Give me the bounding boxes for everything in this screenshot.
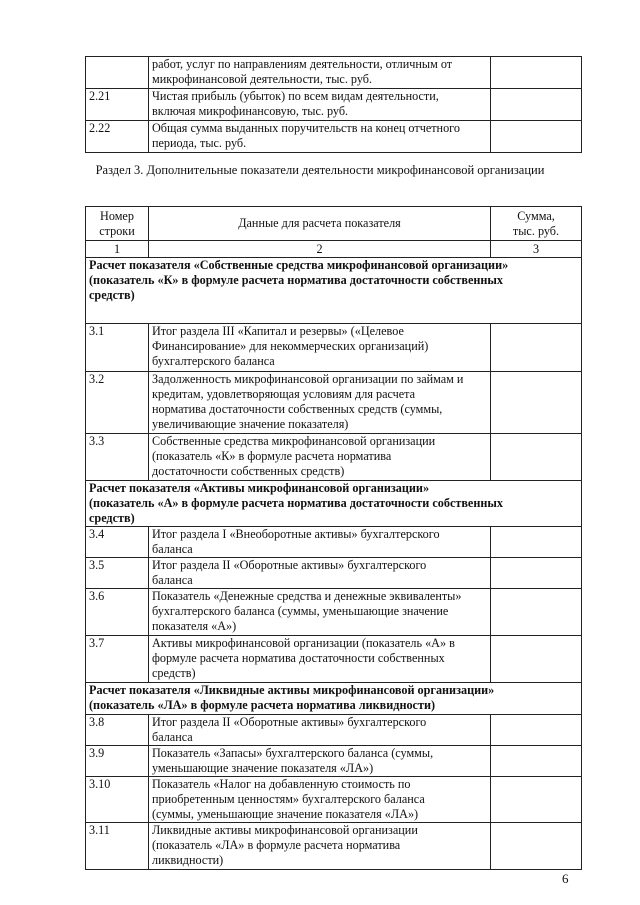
row-value — [491, 777, 582, 823]
table-row — [86, 777, 582, 823]
row-number: 3.11 — [86, 823, 149, 870]
row-value — [491, 558, 582, 589]
row-label: Итог раздела II «Оборотные активы» бухгалтерского баланса — [149, 715, 491, 746]
row-label: Задолженность микрофинансовой организации по займам и кредитам, удовлетворяющая условиям для расчета норматива достаточности собственных средств (суммы, увеличивающие значение показателя) — [149, 372, 491, 434]
table-row — [86, 715, 582, 746]
row-label: Показатель «Денежные средства и денежные эквиваленты» бухгалтерского баланса (суммы, уменьшающие значение показателя «А») — [149, 589, 491, 636]
row-label: Показатель «Налог на добавленную стоимость по приобретенным ценностям» бухгалтерского баланса (суммы, уменьшающие значение показателя «ЛА») — [149, 777, 491, 823]
row-label: работ, услуг по направлениям деятельности, отличным от микрофинансовой деятельности, тыс. руб. — [149, 57, 491, 89]
column-number: 3 — [491, 241, 582, 258]
table-row — [86, 57, 582, 89]
row-value — [491, 527, 582, 558]
row-value — [491, 823, 582, 870]
row-number: 3.5 — [86, 558, 149, 589]
row-label: Итог раздела III «Капитал и резервы» («Целевое Финансирование» для некоммерческих организаций) бухгалтерского баланса — [149, 324, 491, 372]
row-label: Итог раздела I «Внеоборотные активы» бухгалтерского баланса — [149, 527, 491, 558]
row-number: 3.4 — [86, 527, 149, 558]
row-value — [491, 589, 582, 636]
table-row — [86, 746, 582, 777]
section-title: Раздел 3. Дополнительные показатели деятельности микрофинансовой организации — [95, 163, 545, 177]
row-value — [491, 434, 582, 481]
column-number: 1 — [86, 241, 149, 258]
header-col-data: Данные для расчета показателя — [149, 207, 491, 241]
row-number: 3.3 — [86, 434, 149, 481]
group-header-row — [86, 683, 582, 715]
row-label: Собственные средства микрофинансовой организации (показатель «К» в формуле расчета норматива достаточности собственных средств) — [149, 434, 491, 481]
row-label: Общая сумма выданных поручительств на конец отчетного периода, тыс. руб. — [149, 121, 491, 153]
column-number: 2 — [149, 241, 491, 258]
main-table — [85, 206, 582, 870]
row-value — [491, 372, 582, 434]
row-number: 3.6 — [86, 589, 149, 636]
row-number: 3.9 — [86, 746, 149, 777]
table-row — [86, 121, 582, 153]
row-label: Итог раздела II «Оборотные активы» бухгалтерского баланса — [149, 558, 491, 589]
row-label: Чистая прибыль (убыток) по всем видам деятельности, включая микрофинансовую, тыс. руб. — [149, 89, 491, 121]
group-title: Расчет показателя «Ликвидные активы микрофинансовой организации» (показатель «ЛА» в формуле расчета норматива ликвидности) — [86, 683, 582, 715]
header-row — [86, 207, 582, 241]
table-row — [86, 324, 582, 372]
page-number: 6 — [562, 871, 569, 886]
table-row — [86, 527, 582, 558]
table-row — [86, 89, 582, 121]
header-col-number: Номер строки — [86, 207, 149, 241]
row-value — [491, 121, 582, 153]
row-label: Ликвидные активы микрофинансовой организации (показатель «ЛА» в формуле расчета норматива ликвидности) — [149, 823, 491, 870]
table-row — [86, 589, 582, 636]
row-number — [86, 57, 149, 89]
group-title: Расчет показателя «Собственные средства микрофинансовой организации» (показатель «К» в формуле расчета норматива достаточности собственных средств) — [86, 258, 582, 324]
row-value — [491, 746, 582, 777]
row-value — [491, 324, 582, 372]
row-number: 3.8 — [86, 715, 149, 746]
row-number: 2.22 — [86, 121, 149, 153]
row-number: 3.1 — [86, 324, 149, 372]
row-number: 3.10 — [86, 777, 149, 823]
row-value — [491, 715, 582, 746]
table-row — [86, 558, 582, 589]
table-row — [86, 823, 582, 870]
row-value — [491, 636, 582, 683]
row-value — [491, 57, 582, 89]
row-number: 3.2 — [86, 372, 149, 434]
row-number: 3.7 — [86, 636, 149, 683]
column-number-row — [86, 241, 582, 258]
top-table — [85, 56, 582, 153]
group-header-row — [86, 481, 582, 527]
row-label: Показатель «Запасы» бухгалтерского баланса (суммы, уменьшающие значение показателя «ЛА») — [149, 746, 491, 777]
row-label: Активы микрофинансовой организации (показатель «А» в формуле расчета норматива достаточности собственных средств) — [149, 636, 491, 683]
group-header-row — [86, 258, 582, 324]
row-value — [491, 89, 582, 121]
table-row — [86, 372, 582, 434]
table-row — [86, 636, 582, 683]
table-row — [86, 434, 582, 481]
header-col-sum: Сумма, тыс. руб. — [491, 207, 582, 241]
group-title: Расчет показателя «Активы микрофинансовой организации» (показатель «А» в формуле расчета норматива достаточности собственных средств) — [86, 481, 582, 527]
row-number: 2.21 — [86, 89, 149, 121]
